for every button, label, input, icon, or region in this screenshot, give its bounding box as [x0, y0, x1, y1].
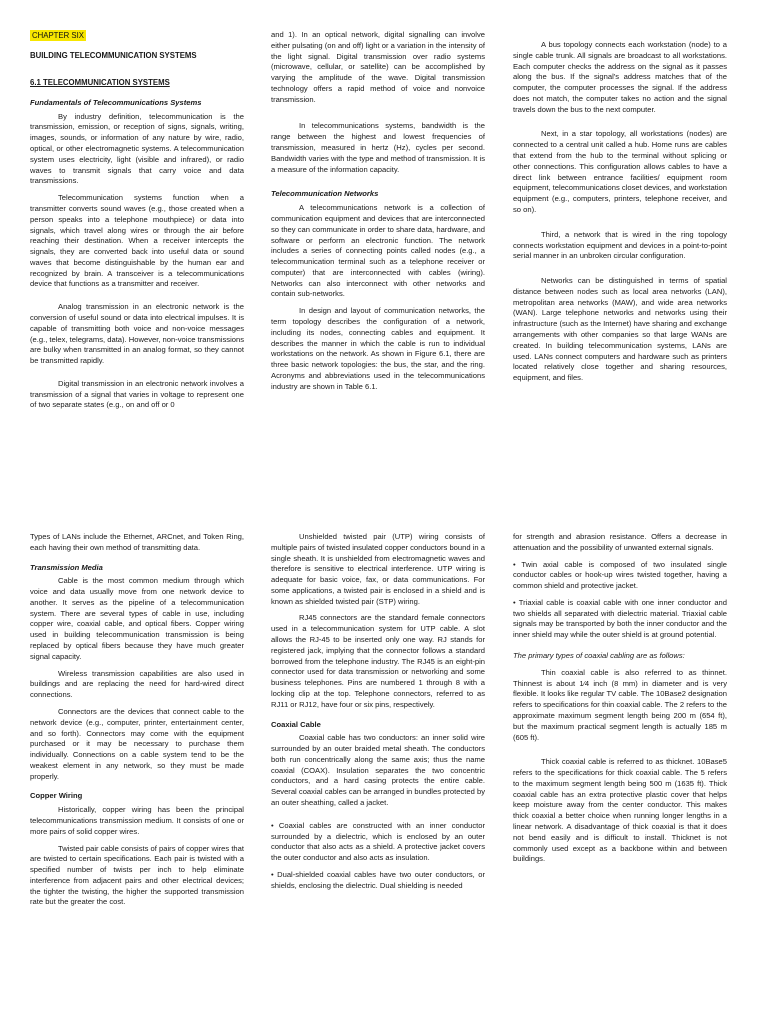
- paragraph: In design and layout of communication networks, the term topology describes the configuration of a network, including its nodes, connecting cables and equipment. It describes the manner in which the cable is run to individual workstations on the network. As shown in Figure 6.1, there are three basic network topologies: the bus, the star, and the ring. Acronyms and abbreviations used in the telecommunications industry are shown in Table 6.1.: [271, 306, 485, 391]
- paragraph: Thick coaxial cable is referred to as thicknet. 10Base5 refers to the specifications for thick coaxial cable. The 5 refers to the maximum segment length being 500 m (1635 ft). Thick coaxial cable has an extra protective plastic cover that helps keep moisture away from the center conductor. This makes thick coaxial a better choice when running longer lengths in a linear network. A disadvantage of thick coaxial is that it does not bend easily and is difficult to install. Thicknet is not commonly used except as a backbone within and between buildings.: [513, 757, 727, 864]
- chapter-label: CHAPTER SIX: [32, 31, 84, 40]
- paragraph: Analog transmission in an electronic network is the conversion of useful sound or data into electrical impulses. It is capable of transmitting both voice and non-voice messages (e.g., telex, telegrams, data). However, non-voice transmissions are bulky when transmitted in an analog format, so they cannot be transmitted rapidly.: [30, 302, 244, 366]
- paragraph: for strength and abrasion resistance. Offers a decrease in attenuation and the possibility of unwanted external signals.: [513, 532, 727, 552]
- list-item: • Triaxial cable is coaxial cable with one inner conductor and two shields all separated with dielectric material. Triaxial cable signals may be transported by both the inner conductor and the inner shield may while the outer shield is at ground potential.: [513, 597, 727, 640]
- paragraph: Next, in a star topology, all workstations (nodes) are connected to a central unit called a hub. Home runs are cables that extend from the hub to the terminal without splicing or other connections. This configuration allows cables to have a direct link between entrance facilities/ equipment room equipment, telecommunications closet devices, and workstation equipment (e.g., computers, printers, telephone receiver, and so on).: [513, 129, 728, 214]
- paragraph: Third, a network that is wired in the ring topology connects workstation equipment and devices in a point-to-point serial manner in an unbroken circular configuration.: [513, 229, 727, 261]
- paragraph: By industry definition, telecommunication is the transmission, emission, or reception of signs, signals, writing, images, sounds, or information of any nature by wire, radio, optical, or other electromagnetic systems. A telecommunication system uses electricity, light (visible and infrared), or radio waves to transmit signals that carry voice and data transmissions.: [30, 111, 244, 186]
- paragraph: Networks can be distinguished in terms of spatial distance between nodes such as local area networks (LAN), metropolitan area networks (MAW), and wide area networks (WAN). Large telephone networks and networks using their infrastructure (such as the Internet) have sharing and exchange arrangements with other companies so that large WANs are created. In building telecommunication systems, LANs are used. LANs connect computers and hardware such as printers located relatively close together and sharing resources, equipment, and files.: [513, 276, 727, 383]
- column-top-left: [30, 30, 244, 417]
- heading-media: Transmission Media: [30, 562, 103, 572]
- column-bottom-middle: [271, 532, 485, 897]
- list-item: • Dual-shielded coaxial cables have two outer conductors, or shields, enclosing the dielectric. Dual shielding is needed: [271, 869, 485, 890]
- paragraph: Unshielded twisted pair (UTP) wiring consists of multiple pairs of twisted insulated copper conductors bound in a single sheath. It is unshielded from electromagnetic waves and therefore is sensitive to electrical interference. UTP wiring is adequate for basic voice, fax, or data communications. For some applications, a twisted pair is enclosed in a shield and is known as shielded twisted pair (STP) wiring.: [271, 532, 485, 606]
- section-heading: 6.1 TELECOMMUNICATION SYSTEMS: [30, 77, 170, 87]
- paragraph: RJ45 connectors are the standard female connectors used in a telecommunication system for UTP cable. A slot allows the RJ-45 to be inserted only one way. RJ stands for registered jack, implying that the connector follows a standard borrowed from the telephone industry. The RJ45 is an eight-pin connector used for data transmission or networking and some business telephones. Pins are numbered 1 through 8 with a locking clip at the top. Telephone connectors, referred to as RJ11 or RJ12, have four or six pins, respectively.: [271, 613, 485, 709]
- paragraph: A bus topology connects each workstation (node) to a single cable trunk. All signals are broadcast to all workstations. Each computer checks the address on the signal as it passes along the bus. If the signal's address matches that of the computer, the computer processes the signal. If the address does not match, the computer takes no action and the signal travels down the bus to the next computer.: [513, 40, 727, 114]
- paragraph: In telecommunications systems, bandwidth is the range between the highest and lowest frequencies of transmission, measured in hertz (Hz), cycles per second. Bandwidth varies with the type and method of transmission. It is a measure of the information capacity.: [271, 121, 485, 174]
- paragraph: Types of LANs include the Ethernet, ARCnet, and Token Ring, each having their own method of transmitting data.: [30, 532, 244, 552]
- column-top-middle: [271, 30, 485, 398]
- heading-fundamentals: Fundamentals of Telecommunications Systems: [30, 97, 202, 107]
- column-bottom-left: [30, 532, 244, 914]
- paragraph: Thin coaxial cable is also referred to as thinnet. Thinnest is about 1⁄4 inch (8 mm) in diameter and is very flexible. It looks like regular TV cable. The 10Base2 designation refers to specifications for thin coaxial cable. The 2 refers to the approximate maximum segment length being 200 m (654 ft), but the maximum practical segment length is actually 185 m (605 ft).: [513, 667, 727, 742]
- heading-networks: Telecommunication Networks: [271, 189, 379, 199]
- paragraph: Digital transmission in an electronic network involves a transmission of a signal that varies in voltage to represent one of two separate states (e.g., on and off or 0: [30, 378, 244, 410]
- paragraph: Wireless transmission capabilities are also used in buildings and are replacing the need for hard-wired direct connections.: [30, 668, 244, 700]
- column-bottom-right: [513, 532, 727, 871]
- paragraph: Twisted pair cable consists of pairs of copper wires that are twisted to certain specifications. Each pair is twisted with a specified number of twists per inch to help eliminate interference from adjacent pairs and other electrical devices; the tighter the twisting, the higher the supported transmission rate but the greater the cost.: [30, 843, 244, 907]
- list-item: • Twin axial cable is composed of two insulated single conductor cables or hook-up wires twisted together, having a common shield and protective jacket.: [513, 559, 727, 591]
- heading-copper: Copper Wiring: [30, 791, 83, 801]
- paragraph: Cable is the most common medium through which voice and data usually move from one network device to another. It serves as the pipeline of a telecommunication system. There are several types of cable in use, including copper wire, coaxial cable, and optical fibers. Copper wiring used in building telecommunication transmission is being replaced by optical fibers because they have much greater signal capacity.: [30, 576, 244, 661]
- coax-types-intro: The primary types of coaxial cabling are as follows:: [513, 651, 685, 661]
- paragraph: and 1). In an optical network, digital signalling can involve either pulsating (on and off) light or a variation in the intensity of the light signal. Digital transmission over radio systems (microwave, cellular, or satellite) can be accomplished by varying the amplitude of the wave. Digital transmission technology offers a rapid method of voice and nonvoice transmission.: [271, 30, 485, 104]
- list-item: • Coaxial cables are constructed with an inner conductor surrounded by a dielectric, which is enclosed by an outer conductor that also acts as a shield. A protective jacket covers the outer conductor and also acts as insulation.: [271, 820, 485, 863]
- paragraph: Historically, copper wiring has been the principal telecommunications transmission medium. It consists of one or more pairs of solid copper wires.: [30, 805, 244, 836]
- paragraph: A telecommunications network is a collection of communication equipment and devices that are interconnected so they can communicate in order to share data, hardware, and software or perform an electronic function. The network includes a series of connecting points called nodes (e.g., a telecommunication terminal such as a telephone receiver or computer) that are interconnected with cables (wiring). Networks can also interconnect with other networks and contain sub-networks.: [271, 203, 485, 299]
- heading-coax: Coaxial Cable: [271, 719, 321, 729]
- paragraph: Telecommunication systems function when a transmitter converts sound waves (e.g., those created when a person speaks into a telephone mouthpiece) or data into signals, which travel along wires or through the air before reaching their destination. When a receiver intercepts the signals, they are converted back into useful data or sound waves that become distinguishable by the human ear and recognized by brain. A transceiver is a telecommunications device that functions as a transmitter and receiver.: [30, 193, 244, 289]
- book-title: BUILDING TELECOMMUNICATION SYSTEMS: [30, 50, 197, 60]
- paragraph: Connectors are the devices that connect cable to the network device (e.g., computer, printer, entertainment center, and so forth). Connectors may come with the equipment purchased or it may be necessary to purchase them individually. Connections on a cable system tend to be the weakest element in any network, so they must be made properly.: [30, 706, 244, 781]
- column-top-right: [513, 40, 727, 390]
- paragraph: Coaxial cable has two conductors: an inner solid wire surrounded by an outer braided metal sheath. The conductors both run concentrically along the same axis; thus the name coaxial (COAX). Insulation separates the two concentric conductors, and a hard casing protects the entire cable. Several coaxial cables can be arranged in bundles protected by an outer sheathing, called a jacket.: [271, 733, 485, 807]
